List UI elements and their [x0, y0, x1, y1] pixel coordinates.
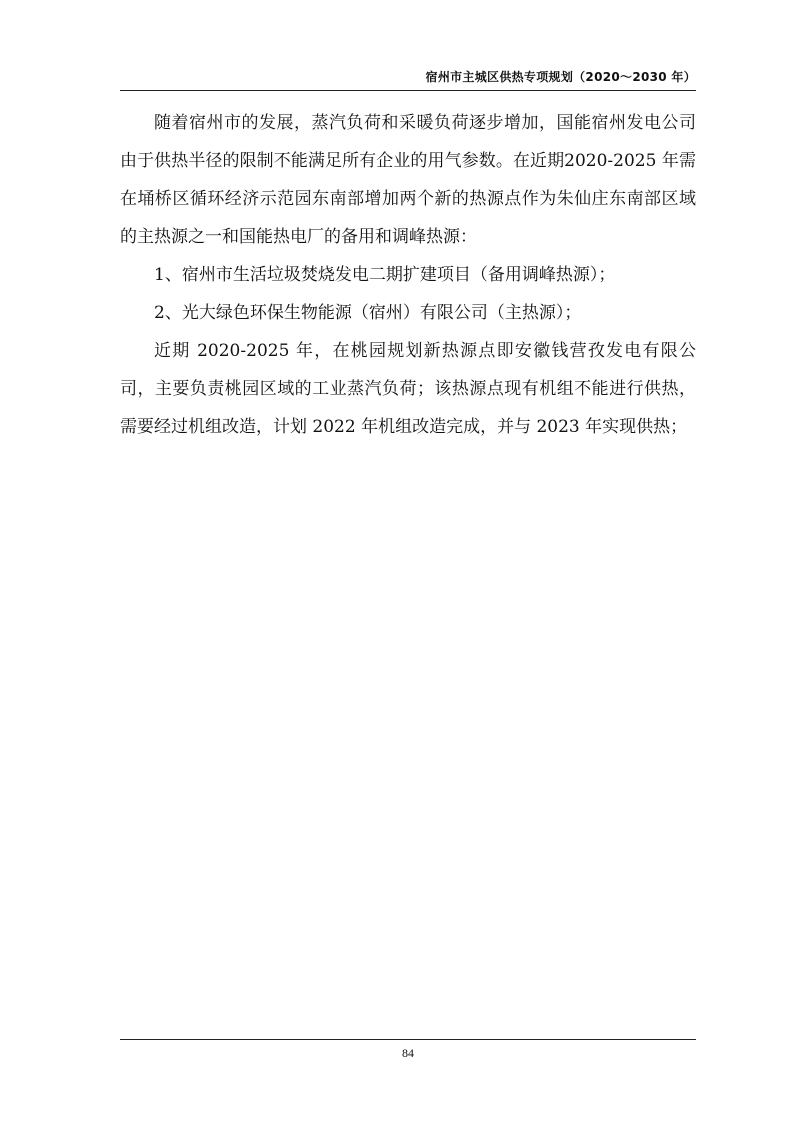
footer-divider [120, 1039, 696, 1040]
paragraph-near-term: 近期 2020-2025 年，在桃园规划新热源点即安徽钱营孜发电有限公司，主要负责桃园区域的工业蒸汽负荷；该热源点现有机组不能进行供热，需要经过机组改造，计划 2022 年机组改造完成，并与 2023 年实现供热； [120, 341, 696, 437]
running-header: 宿州市主城区供热专项规划（2020～2030 年） [425, 70, 696, 84]
page-number: 84 [402, 1046, 414, 1060]
list-item-1: 1、宿州市生活垃圾焚烧发电二期扩建项目（备用调峰热源）； [154, 265, 616, 285]
header-divider [120, 90, 696, 91]
paragraph-intro: 随着宿州市的发展，蒸汽负荷和采暖负荷逐步增加，国能宿州发电公司由于供热半径的限制不能满足所有企业的用气参数。在近期2020-2025 年需在埇桥区循环经济示范园东南部增加两个新的热源点作为朱仙庄东南部区域的主热源之一和国能热电厂的备用和调峰热源： [120, 113, 696, 247]
list-item-2: 2、光大绿色环保生物能源（宿州）有限公司（主热源）； [154, 303, 582, 323]
body-text [120, 104, 696, 446]
